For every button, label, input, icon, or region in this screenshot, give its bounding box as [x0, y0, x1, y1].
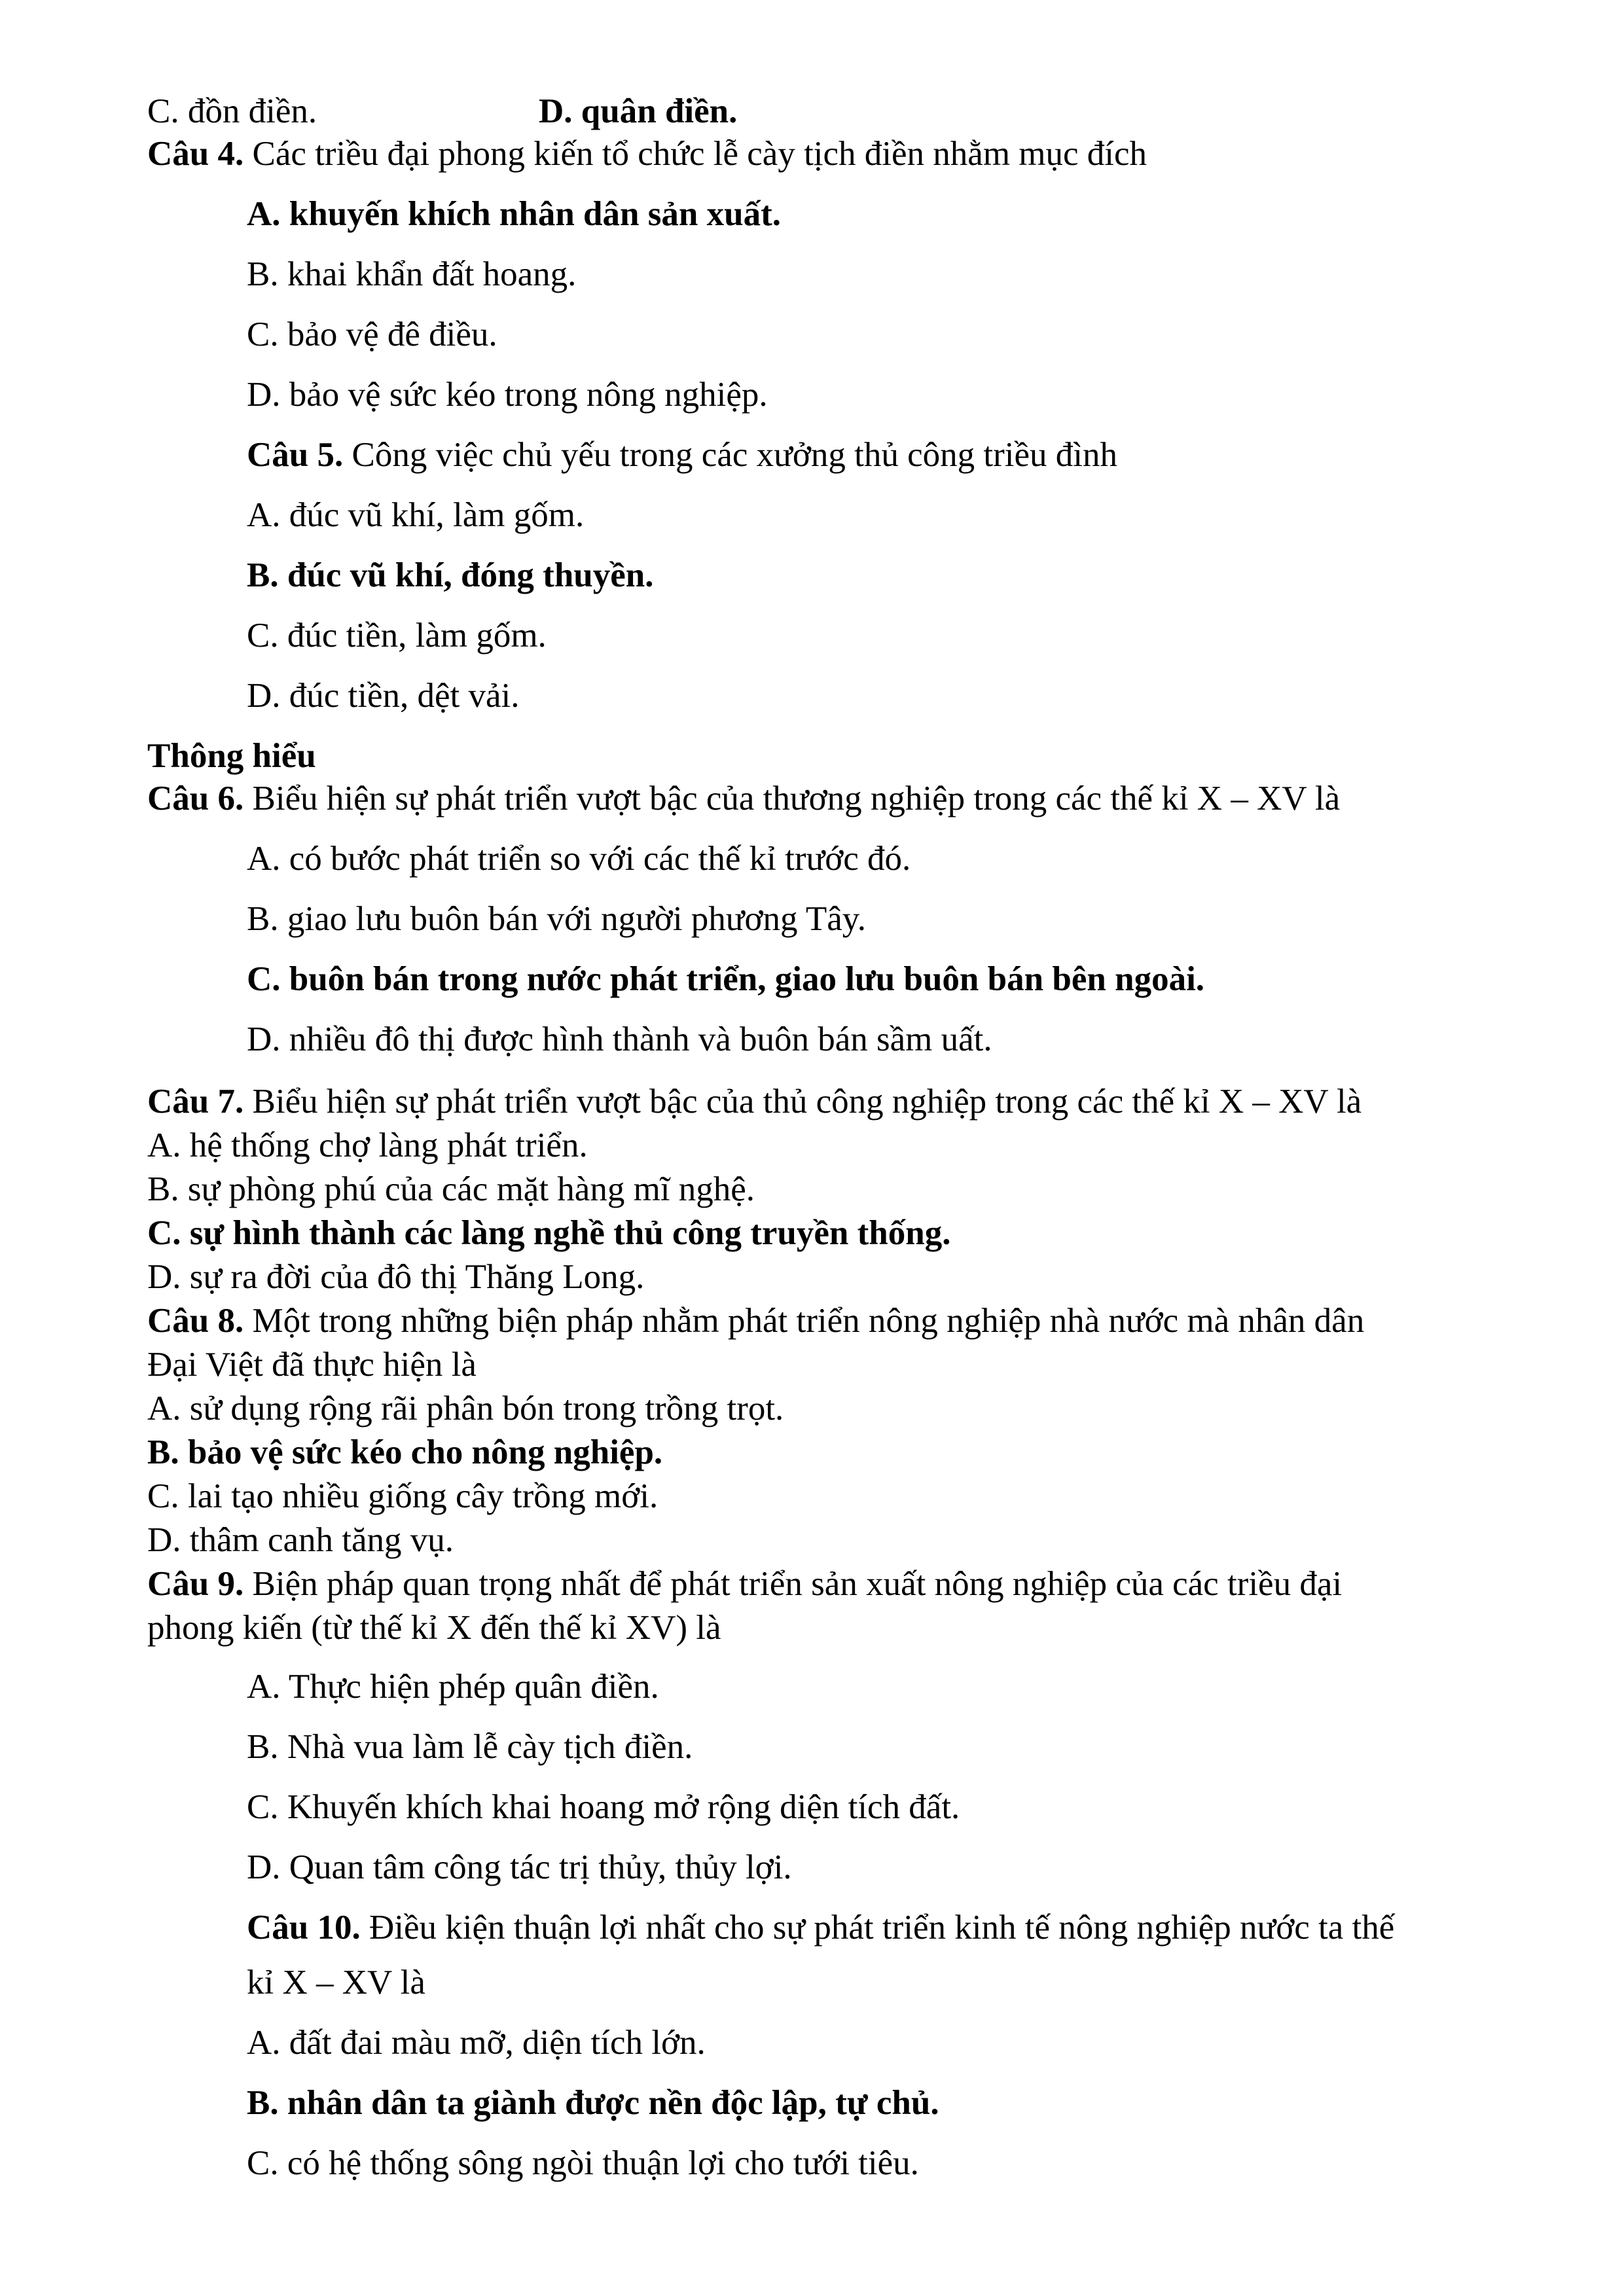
q9-option-d: D. Quan tâm công tác trị thủy, thủy lợi. [247, 1848, 792, 1886]
q6-option-c: C. buôn bán trong nước phát triển, giao lưu buôn bán bên ngoài. [247, 960, 1205, 998]
q6-option-d: D. nhiều đô thị được hình thành và buôn bán sầm uất. [247, 1020, 992, 1058]
q8-text-line2: Đại Việt đã thực hiện là [147, 1346, 477, 1384]
q3-option-c: C. đồn điền. [147, 92, 317, 130]
q4-option-c: C. bảo vệ đê điều. [247, 315, 497, 353]
q8-label: Câu 8. [147, 1302, 244, 1340]
q7-question [147, 1082, 1362, 1122]
q8-option-c: C. lai tạo nhiều giống cây trồng mới. [147, 1477, 659, 1515]
q8-text-line1: Một trong những biện pháp nhằm phát triển nông nghiệp nhà nước mà nhân dân [244, 1302, 1365, 1340]
q3-option-d: D. quân điền. [539, 92, 738, 130]
q10-text-line1: Điều kiện thuận lợi nhất cho sự phát triển kinh tế nông nghiệp nước ta thế [360, 1909, 1395, 1946]
q10-option-c: C. có hệ thống sông ngòi thuận lợi cho tưới tiêu. [247, 2144, 919, 2182]
q8-option-a: A. sử dụng rộng rãi phân bón trong trồng trọt. [147, 1390, 784, 1427]
section-heading: Thông hiểu [147, 737, 316, 775]
q8-option-d: D. thâm canh tăng vụ. [147, 1521, 454, 1559]
q5-option-c: C. đúc tiền, làm gốm. [247, 617, 547, 655]
q6-option-a: A. có bước phát triển so với các thế kỉ trước đó. [247, 840, 911, 878]
q10-label: Câu 10. [247, 1909, 361, 1946]
q4-text: Các triều đại phong kiến tổ chức lễ cày tịch điền nhằm mục đích [244, 135, 1147, 173]
q7-option-c: C. sự hình thành các làng nghề thủ công truyền thống. [147, 1214, 951, 1252]
q7-option-d: D. sự ra đời của đô thị Thăng Long. [147, 1258, 645, 1296]
q3-option-row [147, 92, 317, 132]
q6-question [147, 779, 1340, 819]
q10-option-a: A. đất đai màu mỡ, diện tích lớn. [247, 2024, 706, 2062]
q9-text-line2: phong kiến (từ thế kỉ X đến thế kỉ XV) là [147, 1609, 721, 1647]
q4-option-b: B. khai khẩn đất hoang. [247, 255, 577, 293]
q6-option-b: B. giao lưu buôn bán với người phương Tây. [247, 900, 867, 938]
q9-question [147, 1564, 1342, 1604]
q5-question [247, 435, 1117, 475]
q7-option-b: B. sự phòng phú của các mặt hàng mĩ nghệ. [147, 1170, 755, 1208]
q9-option-c: C. Khuyến khích khai hoang mở rộng diện tích đất. [247, 1788, 960, 1826]
q4-option-d: D. bảo vệ sức kéo trong nông nghiệp. [247, 376, 768, 414]
q8-question [147, 1301, 1364, 1341]
q10-option-b: B. nhân dân ta giành được nền độc lập, tự chủ. [247, 2084, 939, 2122]
q4-label: Câu 4. [147, 135, 244, 173]
q8-option-b: B. bảo vệ sức kéo cho nông nghiệp. [147, 1433, 663, 1471]
q9-label: Câu 9. [147, 1565, 244, 1603]
q9-option-b: B. Nhà vua làm lễ cày tịch điền. [247, 1728, 693, 1766]
q10-text-line2: kỉ X – XV là [247, 1964, 425, 2001]
q6-text: Biểu hiện sự phát triển vượt bậc của thương nghiệp trong các thế kỉ X – XV là [244, 780, 1341, 817]
q5-label: Câu 5. [247, 436, 344, 474]
q4-option-a: A. khuyến khích nhân dân sản xuất. [247, 195, 781, 233]
q5-text: Công việc chủ yếu trong các xưởng thủ công triều đình [343, 436, 1117, 474]
q7-text: Biểu hiện sự phát triển vượt bậc của thủ công nghiệp trong các thế kỉ X – XV là [244, 1083, 1362, 1121]
q10-question [247, 1908, 1394, 1948]
q9-text-line1: Biện pháp quan trọng nhất để phát triển sản xuất nông nghiệp của các triều đại [244, 1565, 1343, 1603]
q4-question [147, 134, 1147, 174]
q5-option-b: B. đúc vũ khí, đóng thuyền. [247, 556, 654, 594]
q6-label: Câu 6. [147, 780, 244, 817]
q7-option-a: A. hệ thống chợ làng phát triển. [147, 1126, 588, 1164]
q7-label: Câu 7. [147, 1083, 244, 1121]
q9-option-a: A. Thực hiện phép quân điền. [247, 1668, 659, 1706]
q5-option-a: A. đúc vũ khí, làm gốm. [247, 496, 585, 534]
q5-option-d: D. đúc tiền, dệt vải. [247, 677, 520, 715]
